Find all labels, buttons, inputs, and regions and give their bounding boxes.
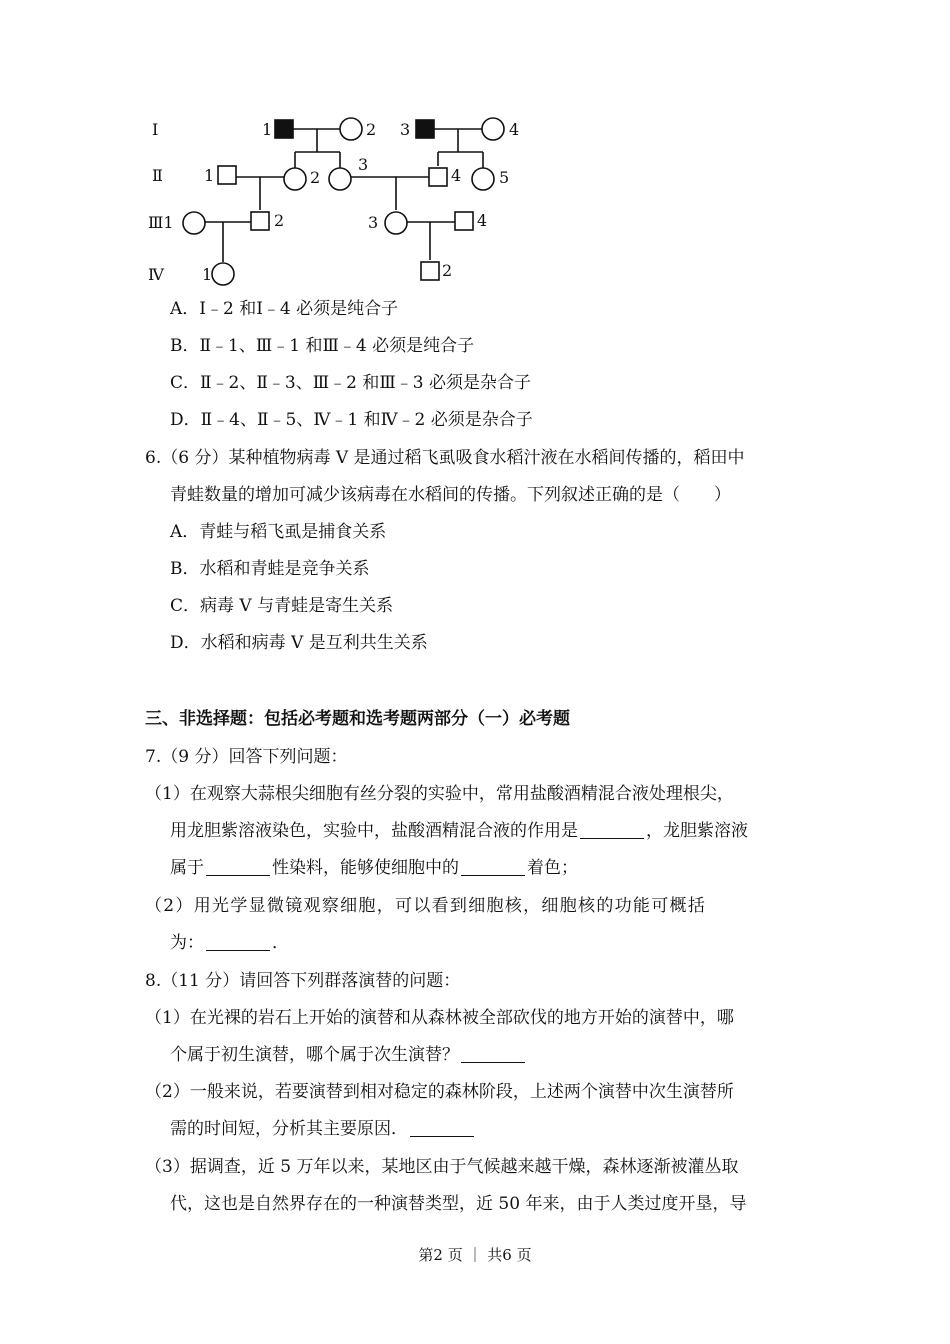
q8-part1-line2 (170, 1044, 527, 1066)
q5-option-c: C．Ⅱ﹣2、Ⅱ﹣3、Ⅲ﹣2 和Ⅲ﹣3 必须是杂合子 (170, 373, 531, 393)
q7-part2-line2-text-b: ． (272, 933, 289, 953)
answer-blank[interactable] (580, 820, 644, 839)
label-II-5: 5 (499, 168, 510, 187)
label-II-3: 3 (358, 155, 369, 174)
IV-1-female (212, 263, 234, 285)
q7-part1-line3 (170, 857, 578, 879)
q8-part1-line2-text: 个属于初生演替，哪个属于次生演替？ (170, 1045, 459, 1065)
q7-part2-line2-text-a: 为： (170, 933, 204, 953)
label-II-1: 1 (204, 166, 215, 185)
answer-blank[interactable] (206, 857, 270, 876)
label-III-3: 3 (368, 213, 379, 232)
label-I-2: 2 (366, 120, 377, 139)
q6-option-a: A．青蛙与稻飞虱是捕食关系 (170, 522, 387, 542)
q8-part2-line2 (170, 1118, 476, 1140)
III-1-female (183, 212, 205, 234)
q7-part2-line2 (170, 932, 289, 954)
q7-part1-line3-text-a: 属于 (170, 858, 204, 878)
I-4-female (482, 118, 504, 140)
q8-part3-line2: 代，这也是自然界存在的一种演替类型，近 50 年来，由于人类过度开垦，导 (170, 1194, 747, 1214)
label-IV-1: 1 (202, 265, 213, 284)
label-III-4: 4 (477, 211, 488, 230)
III-3-female (385, 212, 407, 234)
q8-part3-line1: （3）据调查，近 5 万年以来，某地区由于气候越来越干燥，森林逐渐被灌丛取 (145, 1157, 739, 1177)
q6-stem-line2: 青蛙数量的增加可减少该病毒在水稻间的传播。下列叙述正确的是（ ） (170, 485, 731, 505)
II-1-male (218, 166, 236, 184)
III-4-male (455, 212, 473, 230)
pedigree-diagram (140, 110, 560, 292)
I-2-female (340, 118, 362, 140)
q6-stem-line1: 6.（6 分）某种植物病毒 V 是通过稻飞虱吸食水稻汁液在水稻间传播的，稻田中 (145, 448, 745, 468)
q8-part1-line1: （1）在光裸的岩石上开始的演替和从森林被全部砍伐的地方开始的演替中，哪 (145, 1008, 734, 1028)
q7-part2-line1: （2）用光学显微镜观察细胞，可以看到细胞核，细胞核的功能可概括 (145, 896, 707, 916)
q6-option-d: D．水稻和病毒 V 是互利共生关系 (170, 633, 428, 653)
answer-blank[interactable] (206, 932, 270, 951)
answer-blank[interactable] (461, 1044, 525, 1063)
answer-blank[interactable] (410, 1118, 474, 1137)
II-5-female (472, 168, 494, 190)
gen-label-II: Ⅱ (152, 166, 163, 185)
label-III-2: 2 (274, 211, 285, 230)
label-I-1: 1 (262, 120, 273, 139)
gen-label-I: Ⅰ (152, 120, 159, 139)
q6-option-b: B．水稻和青蛙是竞争关系 (170, 559, 370, 579)
q7-title: 7.（9 分）回答下列问题： (145, 747, 348, 767)
label-II-4: 4 (451, 166, 462, 185)
q5-option-a: A．Ⅰ﹣2 和Ⅰ﹣4 必须是纯合子 (170, 299, 399, 319)
q7-part1-line2-text-b: ，龙胆紫溶液 (646, 821, 748, 841)
II-3-female (329, 168, 351, 190)
q7-part1-line2 (170, 820, 748, 842)
II-2-female (284, 168, 306, 190)
q5-option-d: D．Ⅱ﹣4、Ⅱ﹣5、Ⅳ﹣1 和Ⅳ﹣2 必须是杂合子 (170, 410, 533, 430)
gen-label-III: Ⅲ1 (148, 213, 174, 232)
q8-part2-line2-text: 需的时间短，分析其主要原因． (170, 1119, 408, 1139)
II-4-male (429, 168, 447, 186)
IV-2-male (421, 262, 439, 280)
page-footer: 第2 页 ｜ 共6 页 (418, 1246, 532, 1264)
q7-part1-line3-text-b: 性染料，能够使细胞中的 (272, 858, 459, 878)
III-2-male (251, 212, 269, 230)
q6-option-c: C．病毒 V 与青蛙是寄生关系 (170, 596, 394, 616)
q7-part1-line2-text-a: 用龙胆紫溶液染色，实验中，盐酸酒精混合液的作用是 (170, 821, 578, 841)
answer-blank[interactable] (461, 857, 525, 876)
label-I-4: 4 (509, 120, 520, 139)
label-I-3: 3 (400, 120, 411, 139)
label-IV-2: 2 (442, 261, 453, 280)
q7-part1-line3-text-c: 着色； (527, 858, 578, 878)
q8-title: 8.（11 分）请回答下列群落演替的问题： (145, 971, 461, 991)
q5-option-b: B．Ⅱ﹣1、Ⅲ﹣1 和Ⅲ﹣4 必须是纯合子 (170, 336, 475, 356)
section3-title: 三、非选择题：包括必考题和选考题两部分（一）必考题 (145, 709, 570, 729)
I-1-affected-male (275, 120, 293, 138)
I-3-affected-male (416, 120, 434, 138)
q8-part2-line1: （2）一般来说，若要演替到相对稳定的森林阶段，上述两个演替中次生演替所 (145, 1082, 734, 1102)
label-II-2: 2 (310, 168, 321, 187)
q7-part1-line1: （1）在观察大蒜根尖细胞有丝分裂的实验中，常用盐酸酒精混合液处理根尖， (145, 784, 734, 804)
gen-label-IV: Ⅳ (148, 265, 164, 284)
